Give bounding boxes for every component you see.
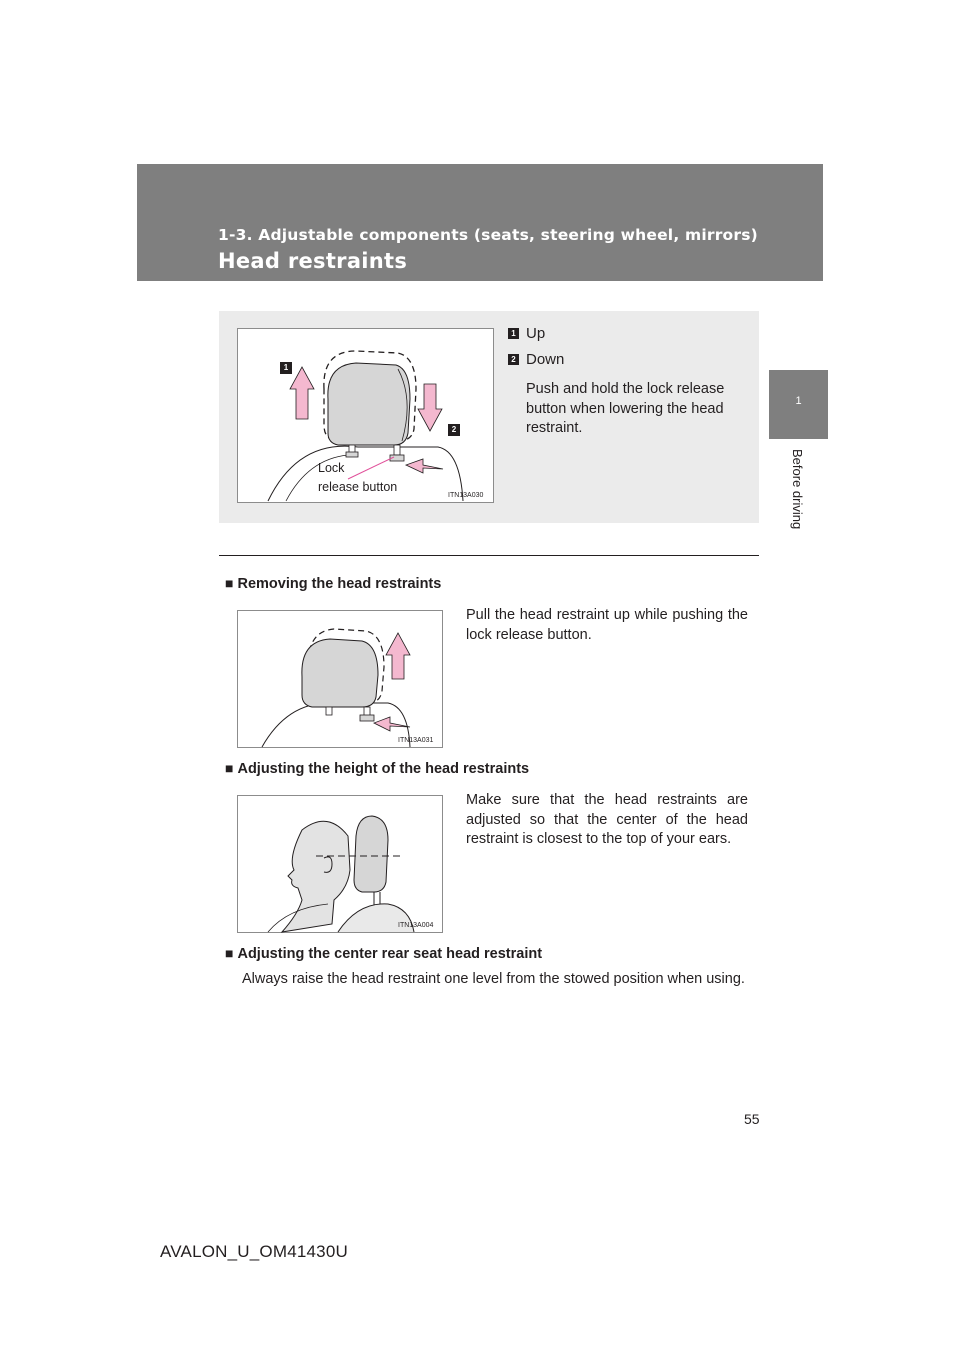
removing-figure xyxy=(237,610,443,748)
step-badge: 2 xyxy=(508,354,519,365)
section-heading-removing xyxy=(225,575,441,592)
heading-text: Adjusting the center rear seat head restraint xyxy=(237,946,543,962)
height-drawing xyxy=(238,796,444,934)
lock-label-line1: Lock xyxy=(318,461,345,475)
divider xyxy=(219,555,759,556)
removing-text: Pull the head restraint up while pushing the lock release button. xyxy=(466,607,748,643)
down-badge: 2 xyxy=(448,424,460,436)
figure-code: ITN13A030 xyxy=(448,492,484,499)
step-list xyxy=(508,322,748,374)
head-restraint-figure xyxy=(237,328,494,503)
up-badge: 1 xyxy=(280,362,292,374)
list-item xyxy=(508,322,748,348)
step-label: Down xyxy=(526,351,565,368)
chapter-tab[interactable] xyxy=(769,370,828,439)
page-number: 55 xyxy=(744,1111,760,1127)
heading-text: Removing the head restraints xyxy=(237,576,442,592)
center-rear-text: Always raise the head restraint one level from the stowed position when using. xyxy=(242,971,745,987)
height-text: Make sure that the head restraints are adjusted so that the center of the head restraint is closest to the top of your ears. xyxy=(466,792,748,847)
step-badge: 1 xyxy=(508,328,519,339)
figure-code: ITN13A031 xyxy=(398,737,434,744)
section-heading-adjusting-height xyxy=(225,760,529,777)
section-heading-center-rear xyxy=(225,945,542,962)
lock-label-line2: release button xyxy=(318,480,398,494)
page-title: Head restraints xyxy=(218,249,408,273)
chapter-label: Before driving xyxy=(790,449,805,530)
chapter-number: 1 xyxy=(795,395,802,407)
doc-code: AVALON_U_OM41430U xyxy=(160,1242,348,1261)
heading-marker: ■ xyxy=(225,760,234,776)
step-label: Up xyxy=(526,325,546,342)
section-title: 1-3. Adjustable components (seats, steering wheel, mirrors) xyxy=(218,226,758,244)
heading-text: Adjusting the height of the head restraints xyxy=(237,761,530,777)
step-note: Push and hold the lock release button when lowering the head restraint. xyxy=(526,381,725,436)
figure-code: ITN13A004 xyxy=(398,922,434,929)
heading-marker: ■ xyxy=(225,575,234,591)
heading-marker: ■ xyxy=(225,945,234,961)
list-item xyxy=(508,348,748,374)
lock-release-label xyxy=(318,459,397,497)
height-figure xyxy=(237,795,443,933)
removing-drawing xyxy=(238,611,444,749)
